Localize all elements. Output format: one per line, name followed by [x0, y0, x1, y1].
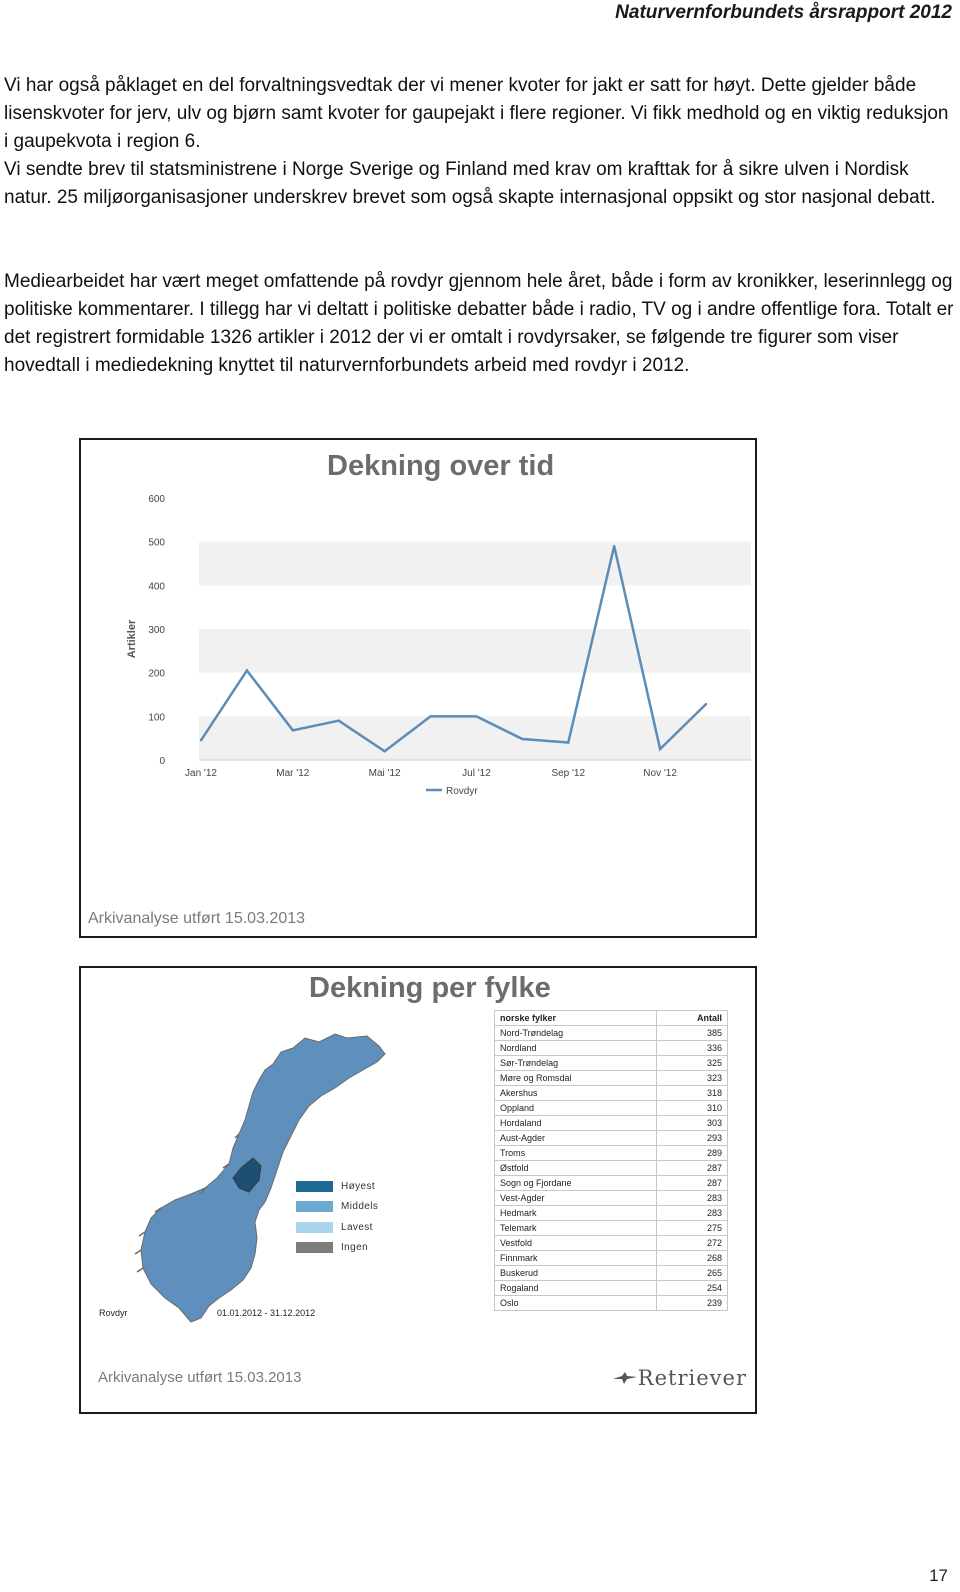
table-row [495, 1206, 728, 1221]
figure-coverage-per-county [79, 966, 757, 1414]
county-count: 318 [657, 1086, 728, 1101]
table-row [495, 1176, 728, 1191]
legend-swatch [296, 1242, 333, 1253]
chart-title: Dekning over tid [327, 450, 555, 482]
grid-band [199, 716, 751, 760]
table-row [495, 1041, 728, 1056]
legend-item-lowest: Lavest [296, 1217, 378, 1238]
data-point [705, 703, 707, 705]
y-tick-label: 600 [148, 494, 165, 505]
map-figure-footer: Arkivanalyse utført 15.03.2013 [98, 1369, 302, 1386]
chart-footer: Arkivanalyse utført 15.03.2013 [88, 910, 306, 927]
data-point [292, 729, 294, 731]
x-tick-label: Jan '12 [185, 768, 217, 779]
figure-coverage-over-time [79, 438, 757, 938]
county-name: Nord-Trøndelag [495, 1026, 657, 1041]
county-count: 254 [657, 1281, 728, 1296]
data-point [567, 741, 569, 743]
county-table [494, 1010, 728, 1311]
retriever-logo [612, 1366, 747, 1390]
county-count: 293 [657, 1131, 728, 1146]
table-header-row [495, 1011, 728, 1026]
county-count: 303 [657, 1116, 728, 1131]
data-point [200, 739, 202, 741]
paragraph-appeals: Vi har også påklaget en del forvaltningsvedtak der vi mener kvoter for jakt er satt for høyt. Dette gjelder både lisenskvoter for jerv, ulv og bjørn samt kvoter for gaupejakt i flere regioner. Vi fikk medhold og en viktig reduksjon i gaupekvota i region 6. [4, 75, 949, 152]
bird-icon [612, 1371, 638, 1385]
table-row [495, 1266, 728, 1281]
grid-band [199, 629, 751, 673]
county-count: 323 [657, 1071, 728, 1086]
map-date-range: 01.01.2012 - 31.12.2012 [217, 1308, 316, 1318]
column-header-count: Antall [657, 1011, 728, 1026]
county-name: Vestfold [495, 1236, 657, 1251]
table-row [495, 1086, 728, 1101]
county-name: Akershus [495, 1086, 657, 1101]
county-name: Troms [495, 1146, 657, 1161]
table-row [495, 1296, 728, 1311]
county-count: 268 [657, 1251, 728, 1266]
legend-label-rovdyr: Rovdyr [446, 786, 478, 797]
x-tick-label: Sep '12 [551, 768, 586, 779]
county-name: Buskerud [495, 1266, 657, 1281]
table-row [495, 1221, 728, 1236]
data-point [383, 750, 385, 752]
legend-swatch [296, 1201, 333, 1212]
county-name: Hordaland [495, 1116, 657, 1131]
table-row [495, 1131, 728, 1146]
county-name: Oslo [495, 1296, 657, 1311]
county-count: 289 [657, 1146, 728, 1161]
x-tick-label: Jul '12 [462, 768, 491, 779]
county-name: Oppland [495, 1101, 657, 1116]
map-topic-label: Rovdyr [99, 1308, 128, 1318]
table-row [495, 1146, 728, 1161]
y-tick-label: 500 [148, 537, 165, 549]
legend-swatch [296, 1222, 333, 1233]
table-row [495, 1056, 728, 1071]
data-point [521, 738, 523, 740]
county-count: 283 [657, 1191, 728, 1206]
y-tick-label: 300 [148, 625, 165, 636]
county-count: 385 [657, 1026, 728, 1041]
x-tick-label: Nov '12 [643, 768, 677, 779]
x-tick-label: Mar '12 [276, 768, 310, 779]
table-row [495, 1116, 728, 1131]
y-tick-label: 200 [148, 668, 165, 680]
county-count: 325 [657, 1056, 728, 1071]
table-row [495, 1026, 728, 1041]
county-count: 265 [657, 1266, 728, 1281]
table-row [495, 1191, 728, 1206]
legend-item-highest: Høyest [296, 1176, 378, 1197]
norway-map [121, 1018, 391, 1328]
table-row [495, 1236, 728, 1251]
table-row [495, 1161, 728, 1176]
table-row [495, 1251, 728, 1266]
county-name: Møre og Romsdal [495, 1071, 657, 1086]
county-count: 275 [657, 1221, 728, 1236]
data-point [613, 545, 615, 547]
y-tick-label: 400 [148, 581, 165, 593]
county-count: 287 [657, 1176, 728, 1191]
county-name: Finnmark [495, 1251, 657, 1266]
map-figure-title: Dekning per fylke [309, 972, 551, 1004]
county-name: Nordland [495, 1041, 657, 1056]
county-name: Aust-Agder [495, 1131, 657, 1146]
running-header: Naturvernforbundets årsrapport 2012 [615, 2, 952, 23]
county-name: Telemark [495, 1221, 657, 1236]
county-name: Sør-Trøndelag [495, 1056, 657, 1071]
legend-item-medium: Middels [296, 1197, 378, 1218]
y-axis-label: Artikler [126, 619, 138, 659]
county-name: Sogn og Fjordane [495, 1176, 657, 1191]
legend-swatch [296, 1181, 333, 1192]
paragraph-media: Mediearbeidet har vært meget omfattende på rovdyr gjennom hele året, både i form av kronikker, leserinnlegg og politiske kommentarer. I tillegg har vi deltatt i politiske debatter både i radio, TV og i andre offentlige fora. Totalt er det registrert formidable 1326 artikler i 2012 der vi er omtalt i rovdyrsaker, se følgende tre figurer som viser hovedtall i mediedekning knyttet til naturvernforbundets arbeid med rovdyr i 2012. [4, 271, 954, 376]
data-point [338, 720, 340, 722]
map-legend [296, 1176, 378, 1258]
y-tick-label: 0 [159, 756, 165, 767]
table-row [495, 1281, 728, 1296]
column-header-county: norske fylker [495, 1011, 657, 1026]
legend-item-none: Ingen [296, 1238, 378, 1259]
line-chart [81, 440, 755, 870]
table-row [495, 1071, 728, 1086]
county-name: Hedmark [495, 1206, 657, 1221]
x-tick-label: Mai '12 [368, 768, 401, 779]
county-count: 287 [657, 1161, 728, 1176]
county-count: 239 [657, 1296, 728, 1311]
county-count: 272 [657, 1236, 728, 1251]
data-point [246, 669, 248, 671]
paragraph-letter: Vi sendte brev til statsministrene i Norge Sverige og Finland med krav om krafttak for å sikre ulven i Nordisk natur. 25 miljøorganisasjoner underskrev brevet som også skapte internasjonal oppsikt og stor nasjonal debatt. [4, 159, 936, 208]
county-name: Østfold [495, 1161, 657, 1176]
data-point [475, 715, 477, 717]
body-text-block-1 [4, 72, 954, 212]
county-count: 283 [657, 1206, 728, 1221]
table-row [495, 1101, 728, 1116]
county-count: 336 [657, 1041, 728, 1056]
data-point [429, 715, 431, 717]
y-tick-label: 100 [148, 712, 165, 724]
county-name: Vest-Agder [495, 1191, 657, 1206]
retriever-wordmark: Retriever [637, 1366, 747, 1390]
county-count: 310 [657, 1101, 728, 1116]
grid-band [199, 542, 751, 586]
page-number: 17 [929, 1566, 948, 1585]
county-name: Rogaland [495, 1281, 657, 1296]
data-point [659, 748, 661, 750]
